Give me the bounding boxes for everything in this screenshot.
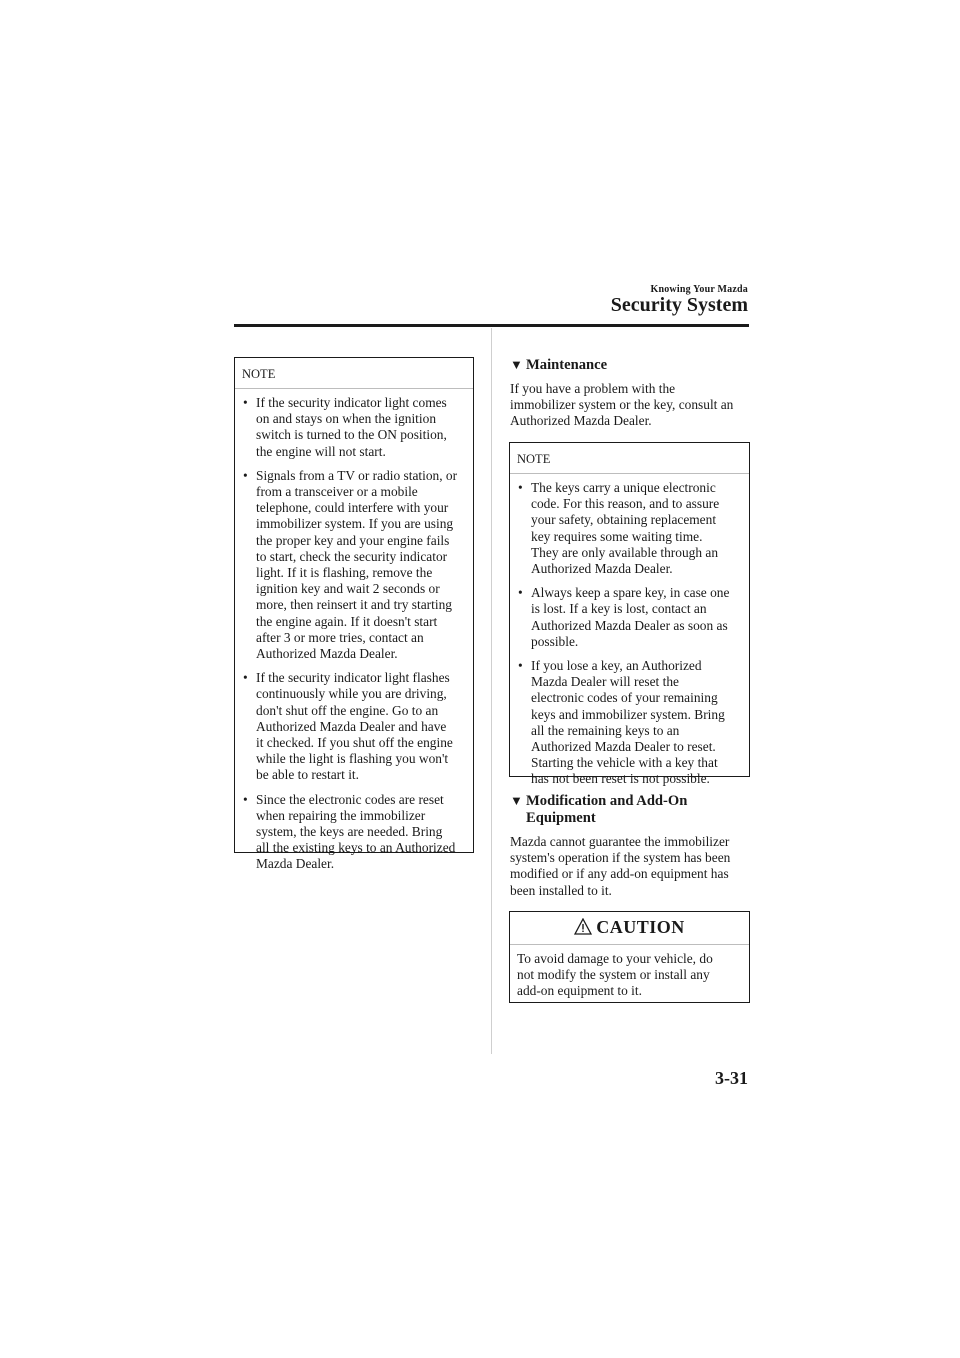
bullet-item [517, 480, 741, 577]
note-box-right [509, 442, 750, 787]
bullet-line: Authorized Mazda Dealer. [256, 646, 398, 662]
modification-paragraph [510, 834, 750, 899]
bullet-item [242, 468, 465, 662]
bullet-item [517, 585, 741, 650]
maintenance-heading [510, 356, 607, 374]
bullet-icon: • [518, 585, 523, 601]
page-title: Security System [610, 294, 748, 316]
bullet-line: possible. [531, 633, 579, 649]
header-section-label: Knowing Your Mazda [650, 284, 748, 295]
bullet-line: on and stays on when the ignition [256, 411, 437, 427]
bullet-line: Mazda Dealer. [256, 856, 335, 872]
bullet-line: light. If it is flashing, remove the [256, 565, 433, 581]
text-line: not modify the system or install any [517, 967, 710, 983]
bullet-line: the engine again. If it doesn't start [256, 613, 438, 629]
bullet-line: code. For this reason, and to assure [531, 496, 720, 512]
bullet-line: If you lose a key, an Authorized [531, 658, 702, 674]
bullet-icon: • [243, 467, 248, 483]
modification-heading [510, 792, 687, 827]
bullet-line: If the security indicator light comes [256, 395, 447, 410]
bullet-line: Mazda Dealer will reset the [531, 674, 679, 690]
bullet-line: Authorized Mazda Dealer to reset. [531, 739, 716, 755]
bullet-line: Starting the vehicle with a key that [531, 755, 718, 771]
bullet-line: telephone, could interfere with your [256, 500, 449, 516]
bullet-icon: • [243, 791, 248, 807]
bullet-line: to start, check the security indicator [256, 548, 448, 564]
bullet-line: your safety, obtaining replacement [531, 512, 717, 528]
bullet-line: be able to restart it. [256, 767, 359, 783]
bullet-line: They are only available through an [531, 544, 719, 560]
note-body [235, 389, 473, 879]
text-line: To avoid damage to your vehicle, do [517, 951, 713, 966]
bullet-line: switch is turned to the ON position, [256, 427, 447, 443]
bullet-item [242, 670, 465, 783]
bullet-item [242, 792, 465, 873]
bullet-line: keys and immobilizer system. Bring [531, 706, 725, 722]
note-box-left [234, 357, 474, 872]
bullet-icon: • [518, 658, 523, 674]
bullet-line: when repairing the immobilizer [256, 807, 426, 823]
text-line: immobilizer system or the key, consult an [510, 397, 734, 413]
note-heading: NOTE [242, 367, 276, 381]
bullet-line: from a transceiver or a mobile [256, 484, 418, 500]
bullet-line: it checked. If you shut off the engine [256, 735, 453, 751]
modification-heading-line1: Modification and Add-On [526, 793, 688, 809]
bullet-line: all the existing keys to an Authorized [256, 840, 456, 856]
triangle-marker-icon: ▼ [510, 793, 523, 808]
bullet-line: key requires some waiting time. [531, 528, 703, 544]
bullet-icon: • [243, 395, 248, 410]
note-body [510, 474, 749, 794]
bullet-line: Signals from a TV or radio station, or [256, 467, 458, 483]
bullet-line: system, the keys are needed. Bring [256, 824, 443, 840]
bullet-line: Authorized Mazda Dealer. [531, 561, 673, 577]
maintenance-heading-text: Maintenance [526, 357, 608, 373]
bullet-line: Authorized Mazda Dealer as soon as [531, 617, 728, 633]
text-line: Mazda cannot guarantee the immobilizer [510, 834, 730, 849]
bullet-line: while the light is flashing you won't [256, 751, 449, 767]
text-line: Authorized Mazda Dealer. [510, 413, 652, 429]
warning-triangle-icon [574, 918, 592, 935]
bullet-line: is lost. If a key is lost, contact an [531, 601, 707, 617]
bullet-item [242, 395, 465, 460]
caution-body [510, 945, 749, 1006]
bullet-line: ignition key and wait 2 seconds or [256, 581, 440, 597]
bullet-line: Authorized Mazda Dealer and have [256, 718, 447, 734]
bullet-line: The keys carry a unique electronic [531, 480, 716, 495]
bullet-line: has not been reset is not possible. [531, 771, 710, 787]
text-line: modified or if any add-on equipment has [510, 866, 729, 882]
bullet-line: electronic codes of your remaining [531, 690, 718, 706]
modification-heading-line2: Equipment [526, 810, 596, 826]
bullet-line: immobilizer system. If you are using [256, 516, 454, 532]
triangle-marker-icon: ▼ [510, 357, 523, 372]
bullet-line: after 3 or more tries, contact an [256, 629, 424, 645]
text-line: been installed to it. [510, 882, 612, 898]
note-heading: NOTE [517, 452, 551, 466]
caution-heading-text: CAUTION [596, 917, 685, 937]
bullet-icon: • [518, 480, 523, 495]
bullet-line: the proper key and your engine fails [256, 532, 450, 548]
bullet-icon: • [243, 670, 248, 686]
caution-box [509, 911, 750, 1003]
bullet-line: don't shut off the engine. Go to an [256, 702, 439, 718]
bullet-line: continuously while you are driving, [256, 686, 447, 702]
bullet-line: Since the electronic codes are reset [256, 791, 444, 807]
bullet-line: Always keep a spare key, in case one [531, 585, 730, 601]
bullet-line: all the remaining keys to an [531, 722, 680, 738]
header-rule [234, 324, 749, 327]
page-number: 3-31 [715, 1068, 748, 1088]
bullet-line: more, then reinsert it and try starting [256, 597, 452, 613]
caution-heading [510, 912, 749, 944]
bullet-item [517, 658, 741, 788]
text-line: If you have a problem with the [510, 381, 676, 396]
column-divider [491, 328, 492, 1054]
bullet-line: If the security indicator light flashes [256, 670, 450, 686]
text-line: add-on equipment to it. [517, 983, 642, 999]
bullet-line: the engine will not start. [256, 443, 386, 459]
text-line: system's operation if the system has been [510, 850, 731, 866]
maintenance-paragraph [510, 381, 750, 430]
